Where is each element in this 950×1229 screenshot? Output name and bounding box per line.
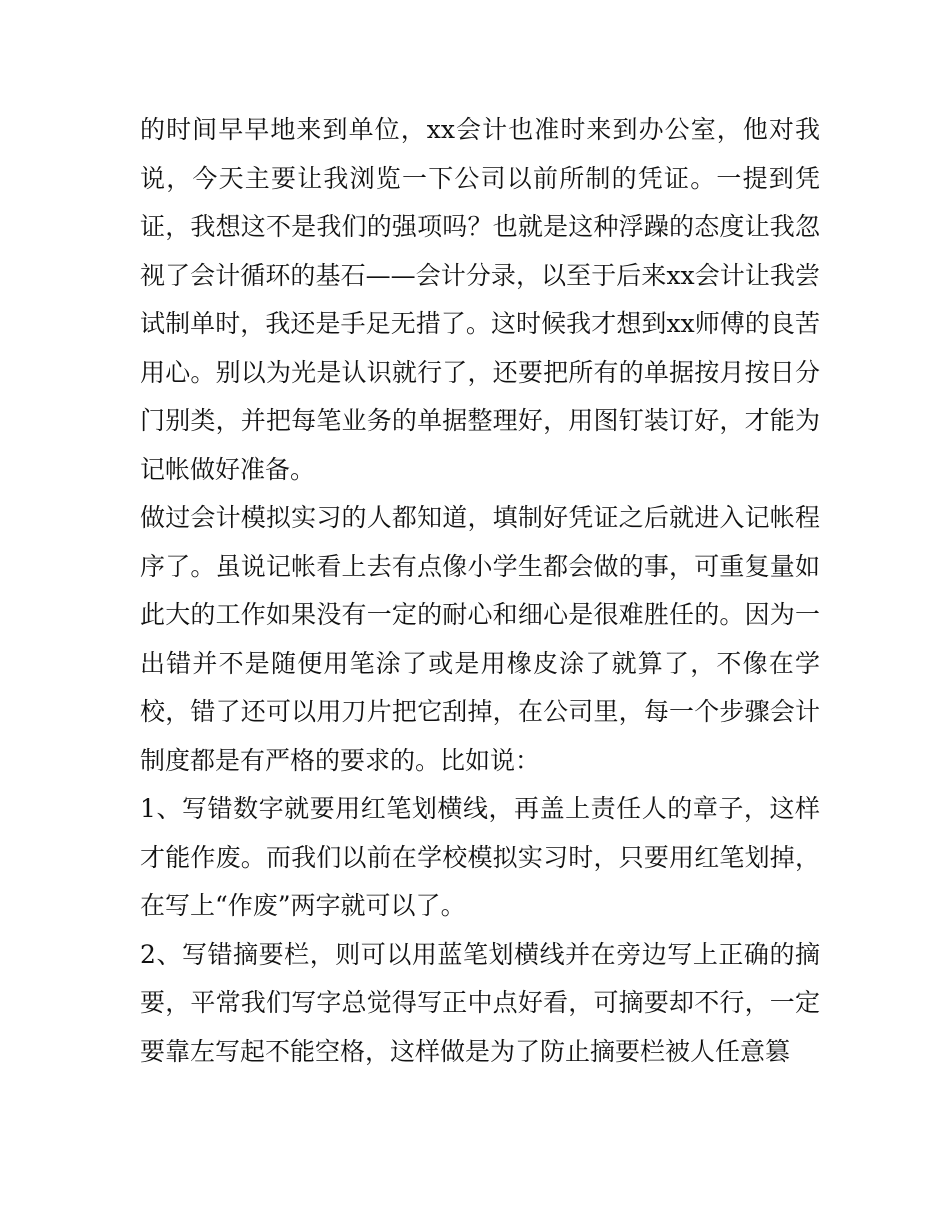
paragraph-rule-2: 2、写错摘要栏，则可以用蓝笔划横线并在旁边写上正确的摘要，平常我们写字总觉得写正中点好看，可摘要却不行，一定要靠左写起不能空格，这样做是为了防止摘要栏被人任意篡 xyxy=(140,939,820,1066)
paragraph-voucher-intro: 的时间早早地来到单位，xx会计也准时来到办公室，他对我说，今天主要让我浏览一下公司以前所制的凭证。一提到凭证，我想这不是我们的强项吗？也就是这种浮躁的态度让我忽视了会计循环的基石——会计分录，以至于后来xx会计让我尝试制单时，我还是手足无措了。这时候我才想到xx师傅的良苦用心。别以为光是认识就行了，还要把所有的单据按月按日分门别类，并把每笔业务的单据整理好，用图钉装订好，才能为记帐做好准备。 xyxy=(140,115,820,484)
document-body xyxy=(140,106,820,1076)
paragraph-rule-1: 1、写错数字就要用红笔划横线，再盖上责任人的章子，这样才能作废。而我们以前在学校模拟实习时，只要用红笔划掉，在写上“作废”两字就可以了。 xyxy=(140,794,820,920)
paragraph-bookkeeping: 做过会计模拟实习的人都知道，填制好凭证之后就进入记帐程序了。虽说记帐看上去有点像小学生都会做的事，可重复量如此大的工作如果没有一定的耐心和细心是很难胜任的。因为一出错并不是随便用笔涂了或是用橡皮涂了就算了，不像在学校，错了还可以用刀片把它刮掉，在公司里，每一个步骤会计制度都是有严格的要求的。比如说： xyxy=(140,503,820,775)
